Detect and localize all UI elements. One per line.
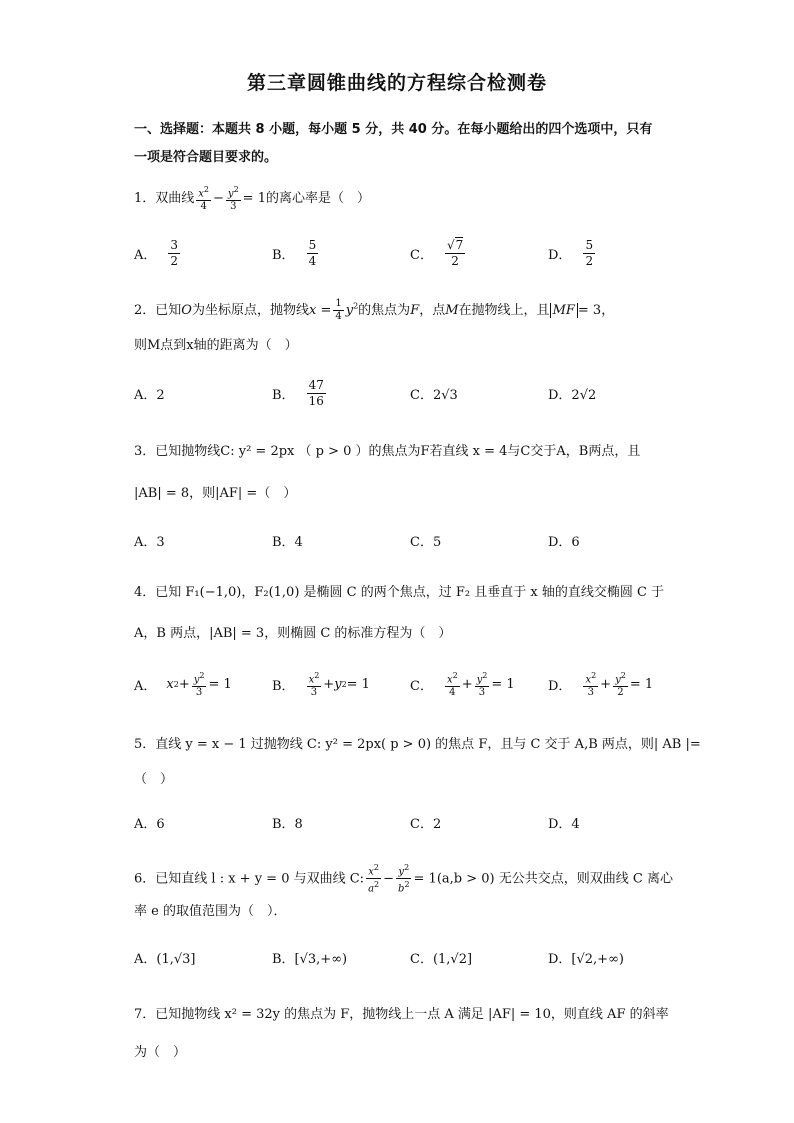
question-4-line2: A，B 两点，|AB| = 3，则椭圆 C 的标准方程为（ ） <box>134 626 452 641</box>
page-title: 第三章圆锥曲线的方程综合检测卷 <box>246 72 547 94</box>
section-instructions: 一、选择题：本题共 8 小题，每小题 5 分，共 40 分。在每小题给出的四个选项中，只有一项是符合题目要求的。 <box>134 122 653 165</box>
question-2: 2．已知O为坐标原点，抛物线x = $\frac{1}{4}$ $y^2$的焦点为F，点M在抛物线上，且 MF = 3， <box>134 298 615 322</box>
q2-option-c[interactable]: C．2√3 <box>410 388 458 403</box>
q1-option-a[interactable]: A． $\frac{3}{2}$ <box>134 238 179 268</box>
q1-option-b[interactable]: B． $\frac{5}{4}$ <box>272 238 317 268</box>
q4-option-b[interactable]: B． $\frac{x^2}{3}$ + y 2 = 1 <box>272 671 370 699</box>
question-3: 3．已知抛物线C: y² = 2px （ p > 0 ）的焦点为F若直线 x = 4与C交于A，B两点，且 <box>134 444 641 459</box>
question-6-line2: 率 e 的取值范围为（ ）． <box>134 904 287 919</box>
q3-option-b[interactable]: B．4 <box>272 535 303 550</box>
q3-option-d[interactable]: D．6 <box>548 535 580 550</box>
question-6: 6．已知直线 l : x + y = 0 与双曲线 C: $\frac{x^2}{a^2}$ − $\frac{y^2}{b^2}$ = 1(a,b > 0) 无公共交点，则双曲线 C 离心 <box>134 863 673 895</box>
q1-frac-x: $\frac{x^2}{4}$ <box>198 185 210 213</box>
question-4: 4．已知 F₁(−1,0)，F₂(1,0) 是椭圆 C 的两个焦点，过 F₂ 且垂直于 x 轴的直线交椭圆 C 于 <box>134 585 665 600</box>
q6-option-b[interactable]: B．[√3,+∞) <box>272 952 348 967</box>
question-3-line2: |AB| = 8，则|AF| =（ ） <box>134 486 297 501</box>
q6-option-d[interactable]: D．[√2,+∞) <box>548 952 624 967</box>
q2-option-d[interactable]: D．2√2 <box>548 388 597 403</box>
q3-option-a[interactable]: A．3 <box>134 535 165 550</box>
q3-option-c[interactable]: C．5 <box>410 535 442 550</box>
q5-option-c[interactable]: C．2 <box>410 817 442 832</box>
q2-option-b[interactable]: B． $\frac{47}{16}$ <box>272 378 324 408</box>
q1-frac-y: $\frac{y^2}{3}$ <box>227 185 239 213</box>
q1-prefix: 1．双曲线 <box>134 191 195 207</box>
q5-option-b[interactable]: B．8 <box>272 817 303 832</box>
q4-option-a[interactable]: A． x 2 + $\frac{y^2}{3}$ = 1 <box>134 671 232 699</box>
q1-option-d[interactable]: D． $\frac{5}{2}$ <box>548 238 594 268</box>
q1-suffix: 的离心率是（ ） <box>265 191 370 207</box>
q4-option-d[interactable]: D． $\frac{x^2}{3}$ + $\frac{y^2}{2}$ = 1 <box>548 671 654 699</box>
q5-option-a[interactable]: A．6 <box>134 817 165 832</box>
q6-option-c[interactable]: C．(1,√2] <box>410 952 473 967</box>
q2-option-a[interactable]: A．2 <box>134 388 165 403</box>
question-2-line2: 则M点到x轴的距离为（ ） <box>134 338 298 353</box>
q4-option-c[interactable]: C． $\frac{x^2}{4}$ + $\frac{y^2}{3}$ = 1 <box>410 671 515 699</box>
question-7-line2: 为（ ） <box>134 1045 187 1060</box>
q6-option-a[interactable]: A．(1,√3] <box>134 952 196 967</box>
question-5-line2: （ ） <box>134 772 174 787</box>
question-5: 5．直线 y = x − 1 过抛物线 C: y² = 2px( p > 0) 的焦点 F，且与 C 交于 A,B 两点，则| AB |= <box>134 737 701 752</box>
q5-option-d[interactable]: D．4 <box>548 817 580 832</box>
question-1: 1．双曲线 $\frac{x^2}{4}$ − $\frac{y^2}{3}$ = 1的离心率是（ ） <box>134 185 370 213</box>
question-7: 7．已知抛物线 x² = 32y 的焦点为 F，抛物线上一点 A 满足 |AF| = 10，则直线 AF 的斜率 <box>134 1007 669 1022</box>
q1-option-c[interactable]: C． $\frac{√7}{2}$ <box>410 238 464 268</box>
